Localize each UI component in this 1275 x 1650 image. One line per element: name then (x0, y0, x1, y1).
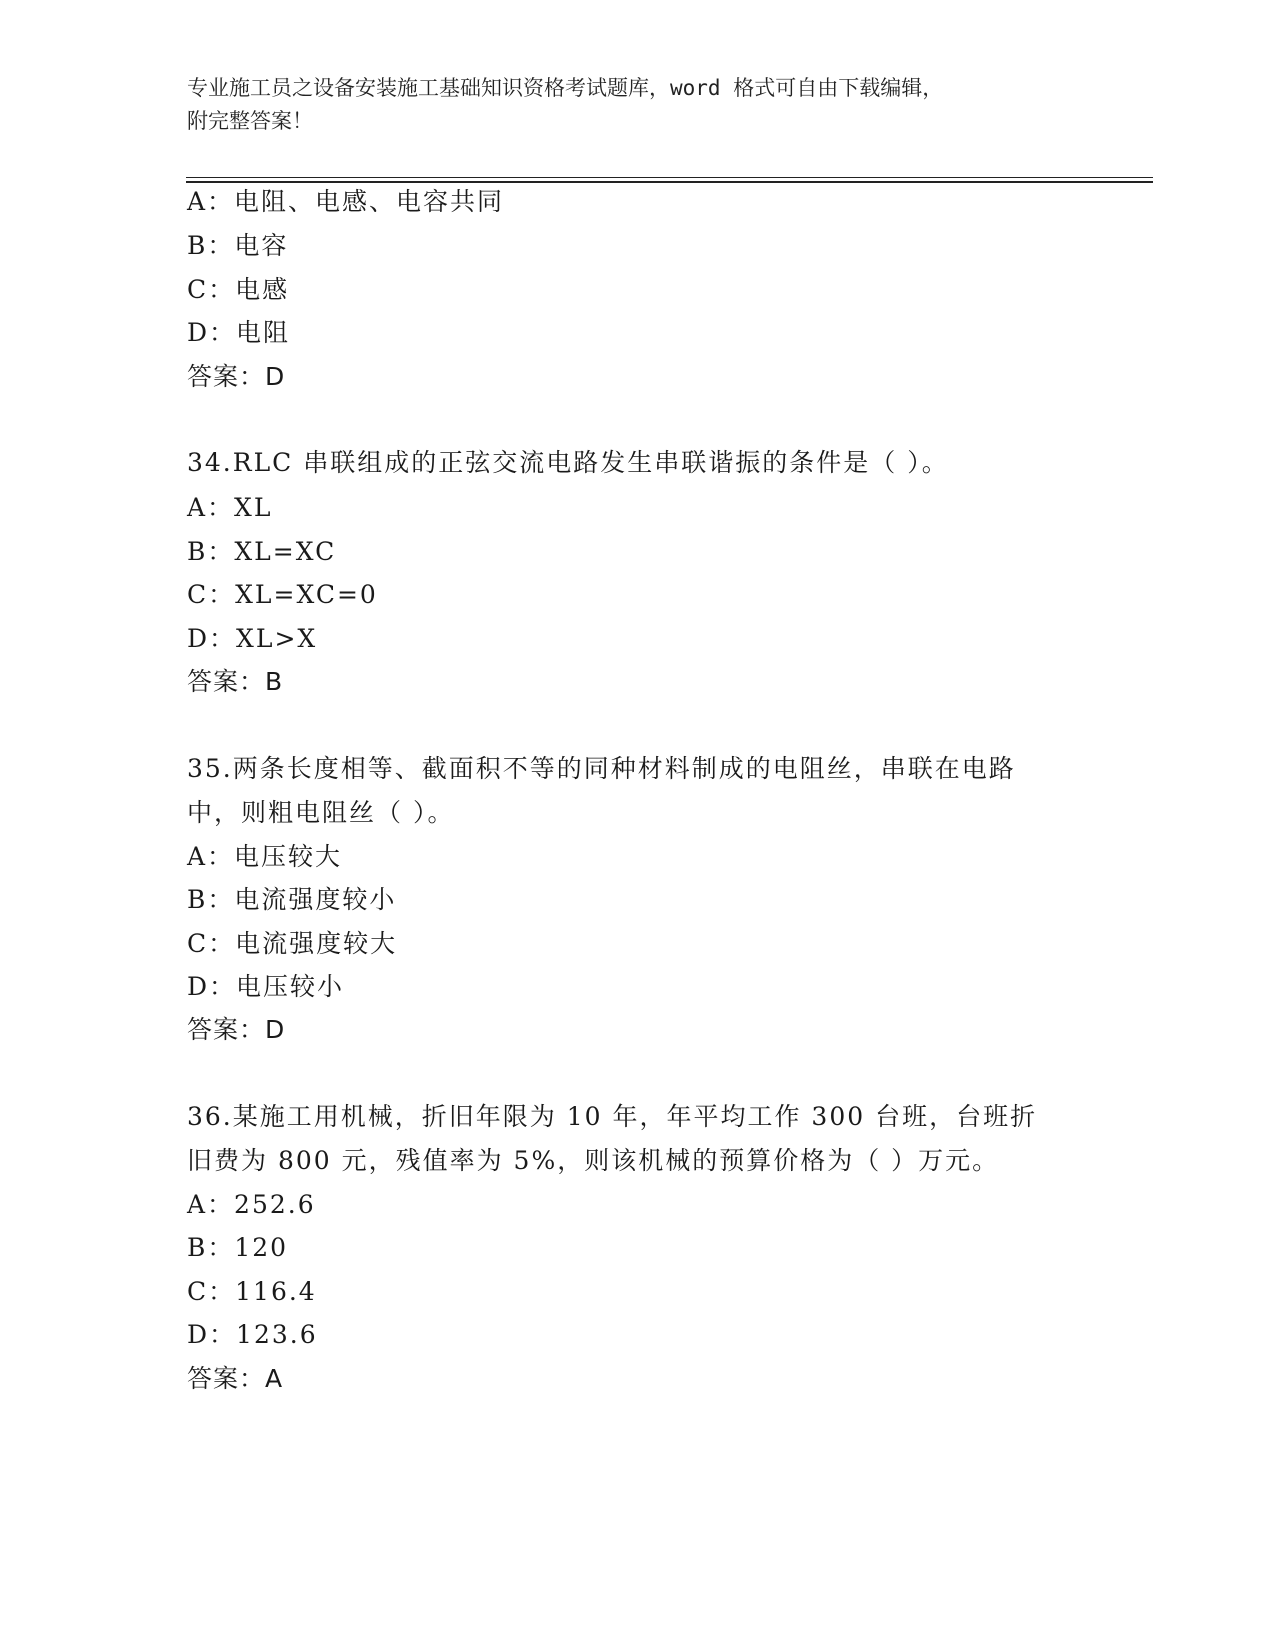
option-a: A：252.6 (187, 1190, 316, 1219)
option-c: C：电感 (187, 275, 290, 304)
option-d: D：电压较小 (187, 972, 345, 1001)
option-a: A：电阻、电感、电容共同 (187, 187, 505, 216)
answer: 答案：B (187, 667, 284, 696)
option-c: C：116.4 (187, 1277, 317, 1306)
question-36-text-cont: 旧费为 800 元，残值率为 5%，则该机械的预算价格为（ ）万元。 (187, 1146, 1000, 1175)
option-b: B：120 (187, 1233, 289, 1262)
option-b: B：电流强度较小 (187, 885, 397, 914)
option-c: C：XL=XC=0 (187, 580, 378, 609)
option-b: B：电容 (187, 231, 289, 260)
header-line-1: 专业施工员之设备安装施工基础知识资格考试题库，word 格式可自由下载编辑， (187, 76, 944, 100)
document-header (187, 72, 1067, 138)
header-rule-thick (186, 181, 1153, 183)
question-34-text: 34.RLC 串联组成的正弦交流电路发生串联谐振的条件是（ ）。 (187, 448, 949, 477)
option-a: A：XL (187, 493, 273, 522)
question-36-text: 36.某施工用机械，折旧年限为 10 年，年平均工作 300 台班，台班折 (187, 1102, 1038, 1131)
header-rule-thin (186, 177, 1153, 178)
answer: 答案：A (187, 1364, 284, 1393)
header-line-2: 附完整答案！ (187, 109, 313, 133)
option-d: D：123.6 (187, 1320, 318, 1349)
option-d: D：电阻 (187, 318, 291, 347)
answer: 答案：D (187, 1015, 286, 1044)
option-d: D：XL>X (187, 624, 318, 653)
option-b: B：XL=XC (187, 537, 337, 566)
option-c: C：电流强度较大 (187, 929, 398, 958)
question-35-text: 35.两条长度相等、截面积不等的同种材料制成的电阻丝，串联在电路 (187, 754, 1016, 783)
option-a: A：电压较大 (187, 842, 343, 871)
answer: 答案：D (187, 362, 286, 391)
question-35-text-cont: 中，则粗电阻丝（ ）。 (187, 798, 455, 827)
